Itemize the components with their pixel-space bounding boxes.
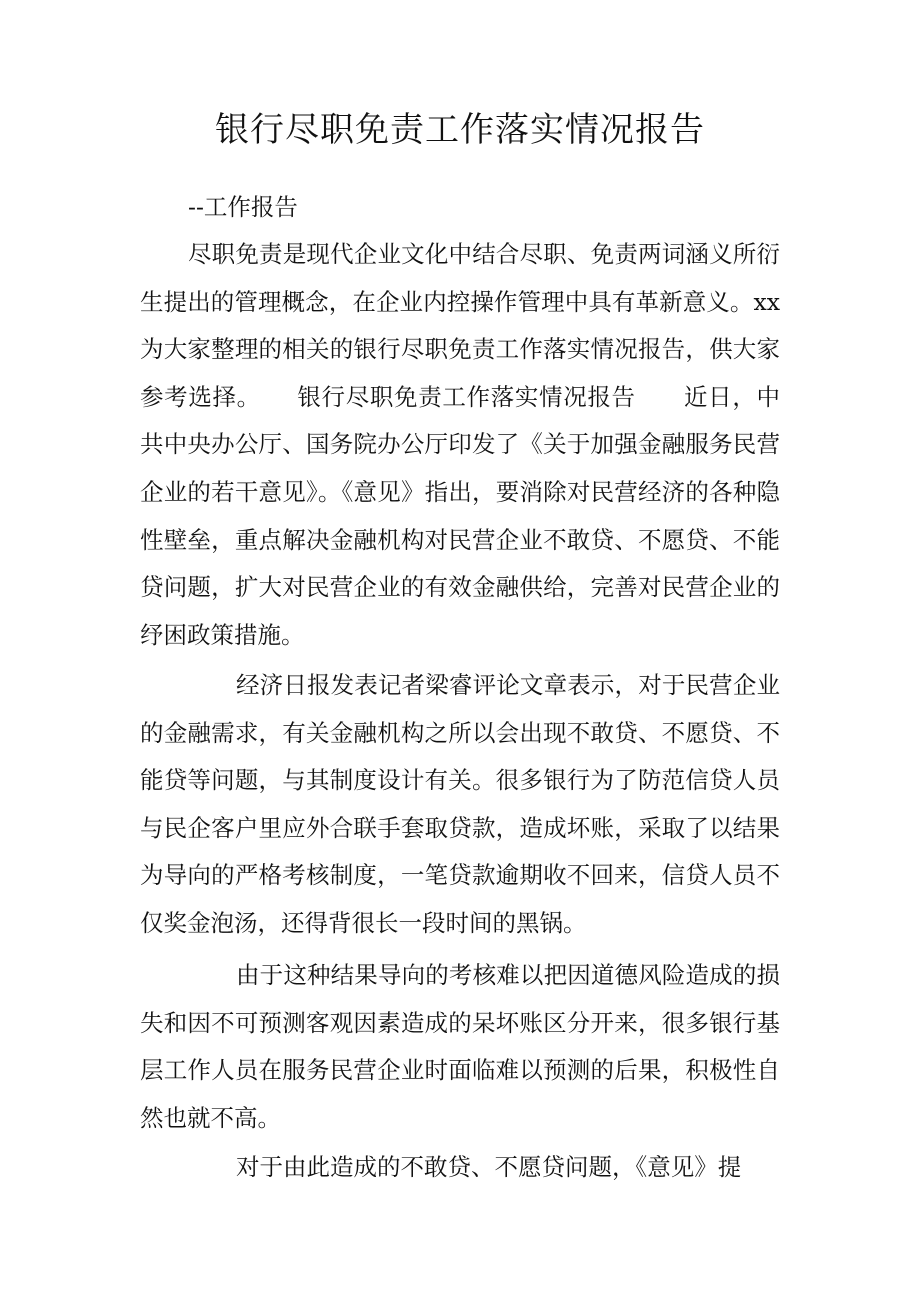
document-title: 银行尽职免责工作落实情况报告 [215,110,705,150]
paragraph-4 [140,1144,780,1192]
document-subtitle [140,184,780,232]
paragraph-1 [140,231,780,659]
paragraph-text: 经济日报发表记者梁睿评论文章表示，对于民营企业的金融需求，有关金融机构之所以会出现不敢贷、不愿贷、不能贷等问题，与其制度设计有关。很多银行为了防范信贷人员与民企客户里应外合联手套取贷款，造成坏账，采取了以结果为导向的严格考核制度，一笔贷款逾期收不回来，信贷人员不仅奖金泡汤，还得背很长一段时间的黑锅。 [140,671,780,937]
paragraph-2 [140,662,780,948]
paragraph-text: 对于由此造成的不敢贷、不愿贷问题，《意见》提 [236,1153,742,1181]
paragraph-text: 由于这种结果导向的考核难以把因道德风险造成的损失和因不可预测客观因素造成的呆坏账区分开来，很多银行基层工作人员在服务民营企业时面临难以预测的后果，积极性自然也就不高。 [140,961,780,1132]
paragraph-3 [140,952,780,1142]
subtitle-text: --工作报告 [188,193,298,221]
paragraph-text: 尽职免责是现代企业文化中结合尽职、免责两词涵义所衍生提出的管理概念，在企业内控操作管理中具有革新意义。xx为大家整理的相关的银行尽职免责工作落实情况报告，供大家参考选择。 银行尽职免责工作落实情况报告 近日，中共中央办公厅、国务院办公厅印发了《关于加强金融服务民营企业的若干意见》。《意见》指出，要消除对民营经济的各种隐性壁垒，重点解决金融机构对民营企业不敢贷、不愿贷、不能贷问题，扩大对民营企业的有效金融供给，完善对民营企业的纾困政策措施。 [140,240,780,649]
